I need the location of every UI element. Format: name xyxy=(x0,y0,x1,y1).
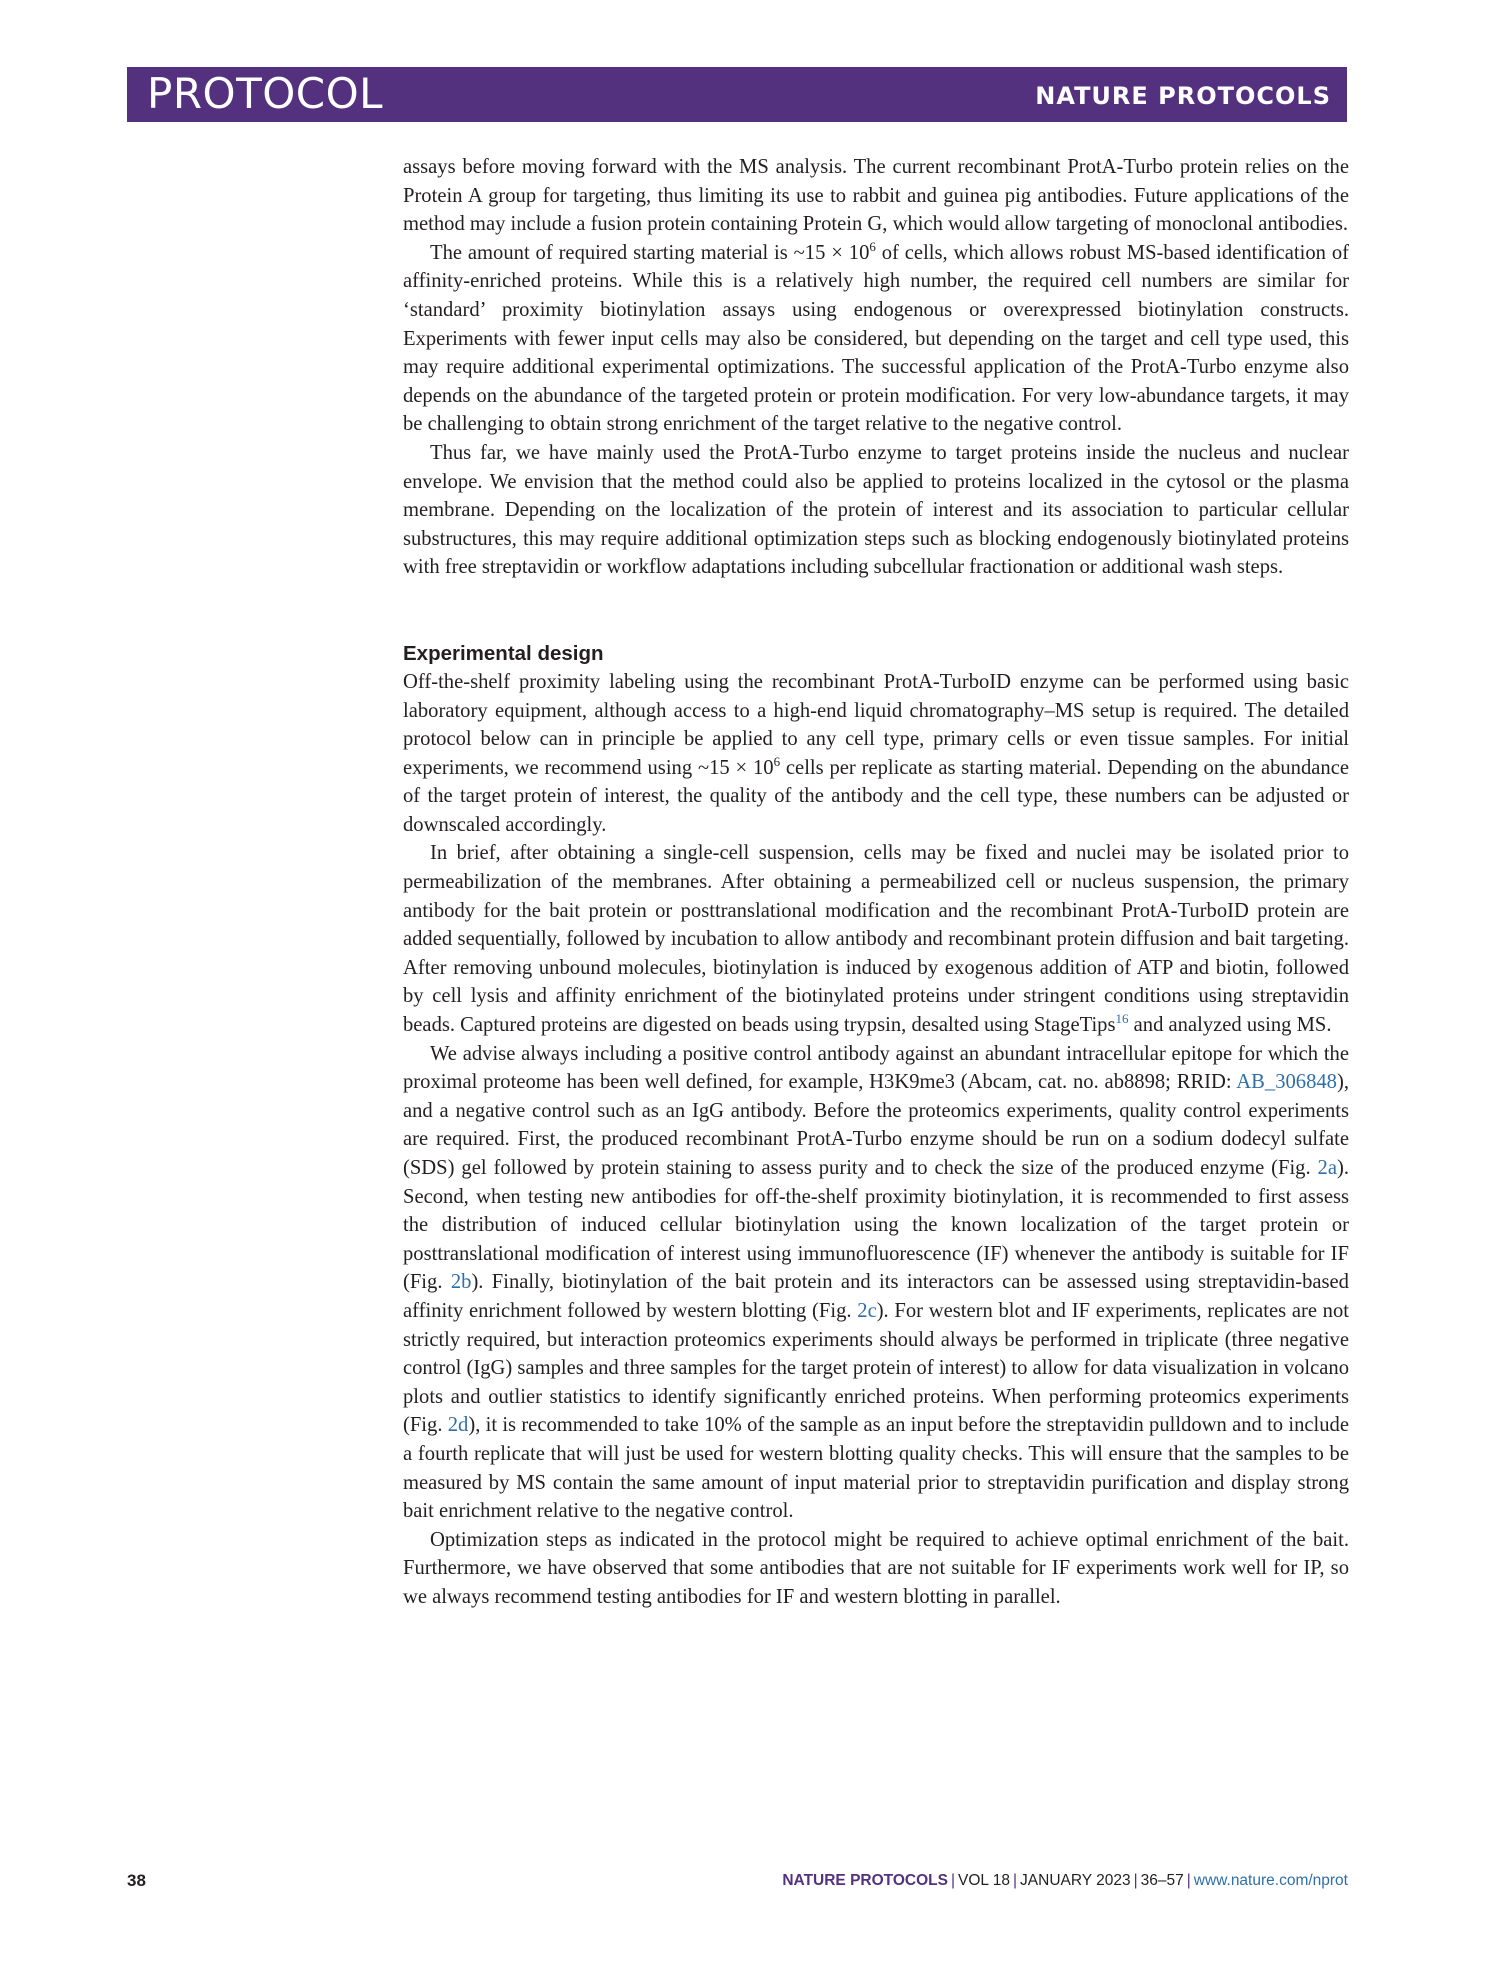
footer-url-link[interactable]: www.nature.com/nprot xyxy=(1193,1872,1348,1889)
rrid-link[interactable]: AB_306848 xyxy=(1236,1071,1337,1094)
paragraph-4: Off-the-shelf proximity labeling using the recombinant ProtA-TurboID enzyme can be performed using basic laboratory equipment, although access to a high-end liquid chromatography–MS setup is required. The detailed protocol below can in principle be applied to any cell type, primary cells or even tissue samples. For initial experiments, we recommend using ~15 × $10^6$ cells per replicate as starting material. Depending on the abundance of the target protein of interest, the quality of the antibody and the cell type, these numbers can be adjusted or downscaled accordingly. xyxy=(403,670,1349,836)
paragraph-1: assays before moving forward with the MS analysis. The current recombinant ProtA-Turbo protein relies on the Protein A group for targeting, thus limiting its use to rabbit and guinea pig antibodies. Future applications of the method may include a fusion protein containing Protein G, which would allow targeting of monoclonal antibodies. xyxy=(403,156,1349,236)
paragraph-5: In brief, after obtaining a single-cell suspension, cells may be fixed and nuclei may be isolated prior to permeabilization of the membranes. After obtaining a permeabilized cell or nucleus suspension, the primary antibody for the bait protein or posttranslational modification and the recombinant ProtA-TurboID protein are added sequentially, followed by incubation to allow antibody and recombinant protein diffusion and bait targeting. After removing unbound molecules, biotinylation is induced by exogenous addition of ATP and biotin, followed by cell lysis and affinity enrichment of the biotinylated proteins under stringent conditions using streptavidin beads. Captured proteins are digested on beads using trypsin, desalted using StageTips$^{16}$ and analyzed using MS. xyxy=(403,842,1349,1037)
figure-link-2d[interactable]: 2d xyxy=(447,1414,469,1437)
figure-link-2a[interactable]: 2a xyxy=(1317,1157,1337,1179)
journal-name: NATURE PROTOCOLS xyxy=(1035,82,1331,110)
footer-volume: VOL 18 xyxy=(958,1872,1010,1889)
paragraph-3: Thus far, we have mainly used the ProtA-Turbo enzyme to target proteins inside the nucleus and nuclear envelope. We envision that the method could also be applied to proteins localized in the cytosol or the plasma membrane. Depending on the localization of the protein of interest and its association to particular cellular substructures, this may require additional optimization steps such as blocking endogenously biotinylated proteins with free streptavidin or workflow adaptations including subcellular fractionation or additional wash steps. xyxy=(403,441,1349,579)
footer-date: JANUARY 2023 xyxy=(1020,1872,1131,1889)
paragraph-7: Optimization steps as indicated in the protocol might be required to achieve optimal enrichment of the bait. Furthermore, we have observed that some antibodies that are not suitable for IF experiments work well for IP, so we always recommend testing antibodies for IF and western blotting in parallel. xyxy=(403,1528,1349,1608)
paragraph-6: We advise always including a positive control antibody against an abundant intracellular epitope for which the proximal proteome has been well defined, for example, H3K9me3 (Abcam, cat. no. ab8898; RRID: AB_306848), and a negative control such as an IgG antibody. Before the proteomics experiments, quality control experiments are required. First, the produced recombinant ProtA-Turbo enzyme should be run on a sodium dodecyl sulfate (SDS) gel followed by protein staining to assess purity and to check the size of the produced enzyme (Fig. 2a). Second, when testing new antibodies for off-the-shelf proximity biotinylation, it is recommended to first assess the distribution of induced cellular biotinylation using the known localization of the target protein or posttranslational modification of interest using immunofluorescence (IF) whenever the antibody is suitable for IF (Fig. 2b). Finally, biotinylation of the bait protein and its interactors can be assessed using streptavidin-based affinity enrichment followed by western blotting (Fig. 2c). For western blot and IF experiments, replicates are not strictly required, but interaction proteomics experiments should always be performed in triplicate (three negative control (IgG) samples and three samples for the target protein of interest) to allow for data visualization in volcano plots and outlier statistics to identify significantly enriched proteins. When performing proteomics experiments (Fig. 2d), it is recommended to take 10% of the sample as an input before the streptavidin pulldown and to include a fourth replicate that will just be used for western blotting quality checks. This will ensure that the samples to be measured by MS contain the same amount of input material prior to streptavidin purification and display strong bait enrichment relative to the negative control. xyxy=(403,1042,1349,1523)
reference-link[interactable]: 16 xyxy=(1115,1011,1129,1027)
figure-link-2b[interactable]: 2b xyxy=(450,1271,472,1294)
section-label: PROTOCOL xyxy=(147,69,384,118)
footer-journal: NATURE PROTOCOLS xyxy=(782,1872,948,1889)
page-number: 38 xyxy=(127,1871,146,1890)
article-body xyxy=(403,153,1349,1612)
header-bar xyxy=(127,67,1347,122)
footer-pages: 36–57 xyxy=(1140,1872,1184,1889)
section-heading: Experimental design xyxy=(403,641,604,665)
footer-citation: NATURE PROTOCOLS | VOL 18 | JANUARY 2023 | 36–57 | www.nature.com/nprot xyxy=(782,1872,1348,1889)
paragraph-2: The amount of required starting material is ~15 × $10^6$ of cells, which allows robust MS-based identification of affinity-enriched proteins. While this is a relatively high number, the required cell numbers are similar for ‘standard’ proximity biotinylation assays using endogenous or overexpressed biotinylation constructs. Experiments with fewer input cells may also be considered, but depending on the target and cell type used, this may require additional experimental optimizations. The successful application of the ProtA-Turbo enzyme also depends on the abundance of the targeted protein or protein modification. For very low-abundance targets, it may be challenging to obtain strong enrichment of the target relative to the negative control. xyxy=(403,238,1349,436)
figure-link-2c[interactable]: 2c xyxy=(857,1299,877,1322)
